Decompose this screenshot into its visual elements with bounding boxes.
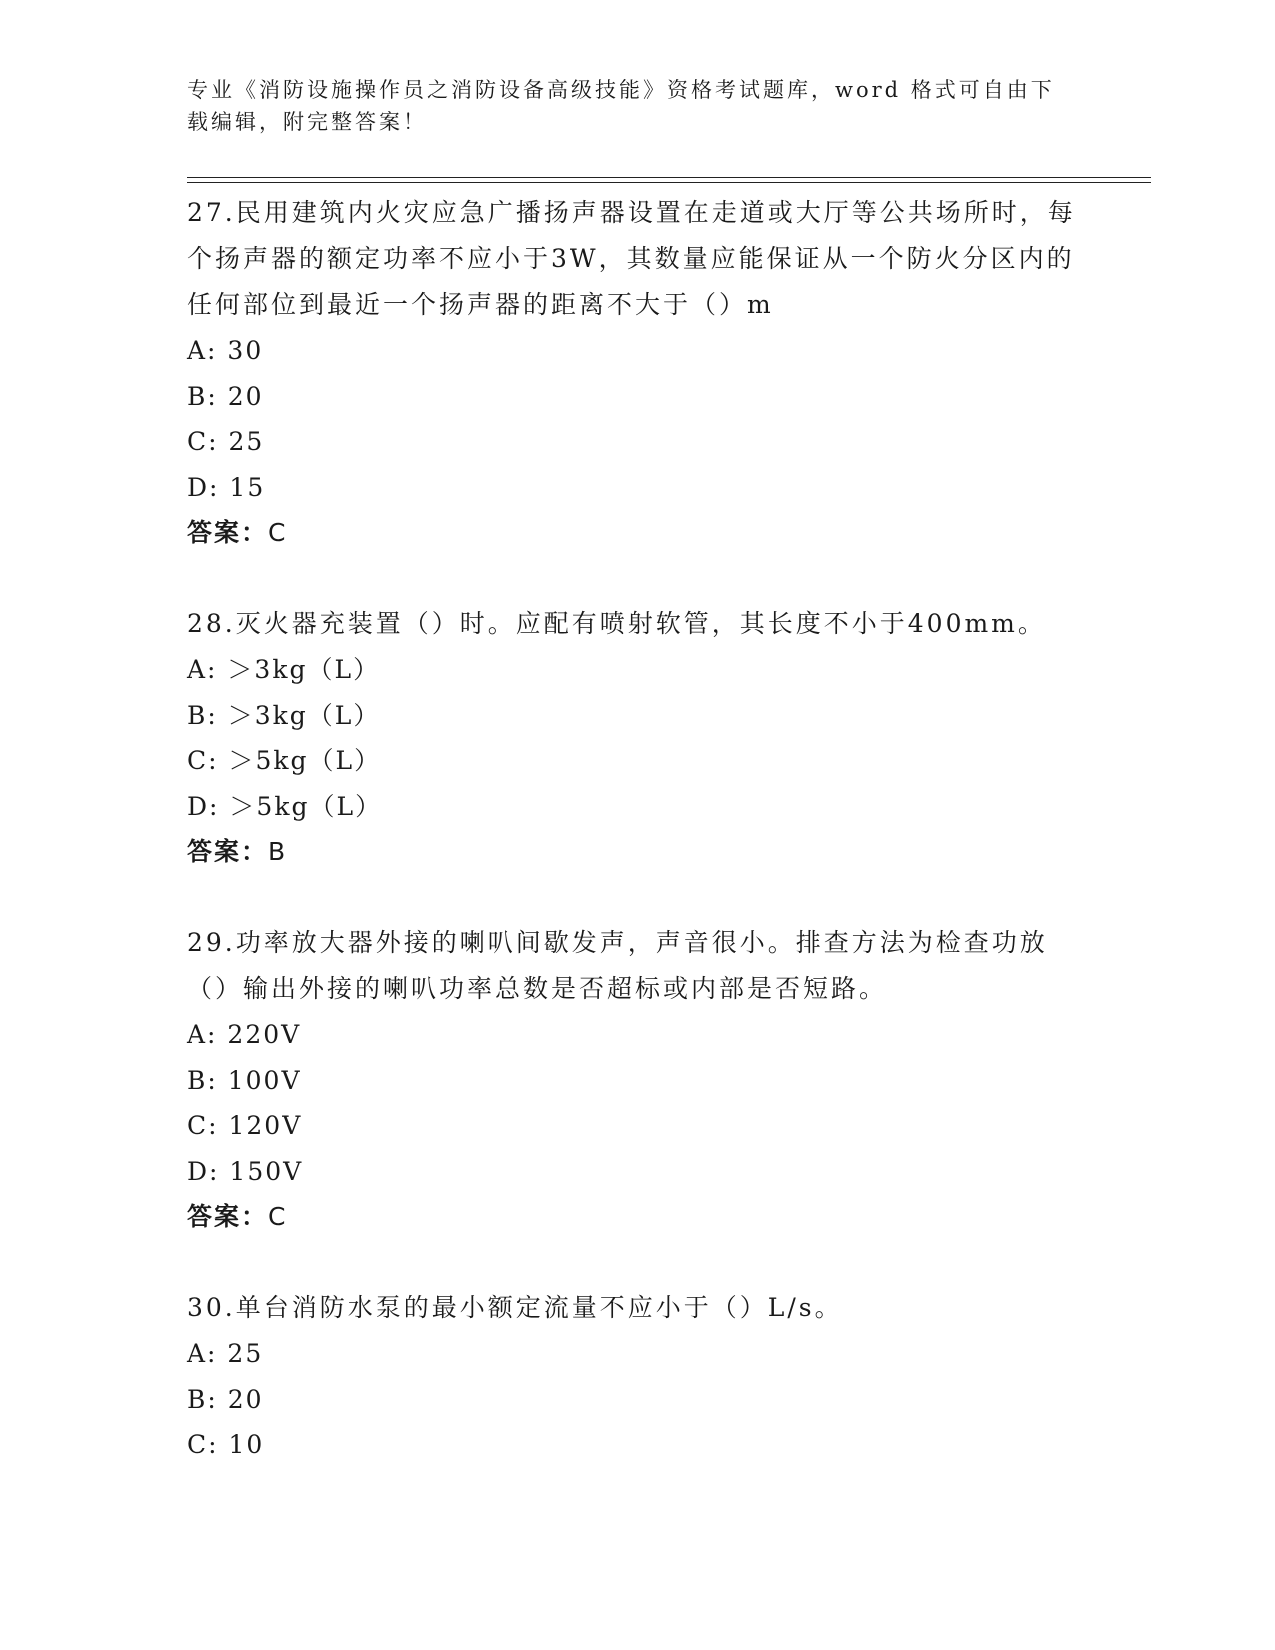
option-c: C: 120V	[187, 1111, 303, 1140]
answer-label: 答案：	[187, 837, 269, 866]
answer-value: C	[268, 518, 288, 547]
answer-value: B	[268, 837, 288, 866]
answer-line	[187, 829, 1087, 875]
header-divider-top	[187, 177, 1151, 178]
option-a: A: 25	[187, 1339, 264, 1368]
answer-label: 答案：	[187, 518, 269, 547]
option-a: A: 30	[187, 336, 264, 365]
question-28	[187, 601, 1087, 875]
question-stem: 27.民用建筑内火灾应急广播扬声器设置在走道或大厅等公共场所时，每个扬声器的额定功率不应小于3W，其数量应能保证从一个防火分区内的任何部位到最近一个扬声器的距离不大于（）m	[187, 198, 1076, 319]
option-b: B: ＞3kg（L）	[187, 700, 381, 730]
option-b: B: 20	[187, 1384, 264, 1414]
option-c: C: 25	[187, 427, 265, 456]
option-c: C: 10	[187, 1430, 265, 1459]
document-header: 专业《消防设施操作员之消防设备高级技能》资格考试题库，word 格式可自由下载编辑，附完整答案！	[187, 78, 1055, 134]
answer-line	[187, 1194, 1087, 1240]
question-stem: 28.灭火器充装置（）时。应配有喷射软管，其长度不小于400mm。	[187, 609, 1046, 638]
option-b: B: 20	[187, 381, 264, 411]
question-stem: 29.功率放大器外接的喇叭间歇发声，声音很小。排查方法为检查功放（）输出外接的喇叭功率总数是否超标或内部是否短路。	[187, 928, 1048, 1003]
option-c: C: ＞5kg（L）	[187, 746, 382, 775]
question-stem: 30.单台消防水泵的最小额定流量不应小于（）L/s。	[187, 1293, 843, 1322]
answer-value: C	[268, 1202, 288, 1231]
option-b: B: 100V	[187, 1065, 302, 1095]
answer-line	[187, 510, 1087, 556]
question-27	[187, 190, 1087, 556]
option-a: A: 220V	[187, 1020, 302, 1049]
header-divider-bottom	[187, 182, 1151, 183]
option-d: D: ＞5kg（L）	[187, 791, 383, 821]
question-list	[187, 190, 1087, 1468]
question-30	[187, 1285, 1087, 1468]
option-d: D: 150V	[187, 1156, 304, 1186]
option-a: A: ＞3kg（L）	[187, 655, 381, 684]
option-d: D: 15	[187, 472, 266, 502]
question-29	[187, 920, 1087, 1240]
answer-label: 答案：	[187, 1202, 269, 1231]
